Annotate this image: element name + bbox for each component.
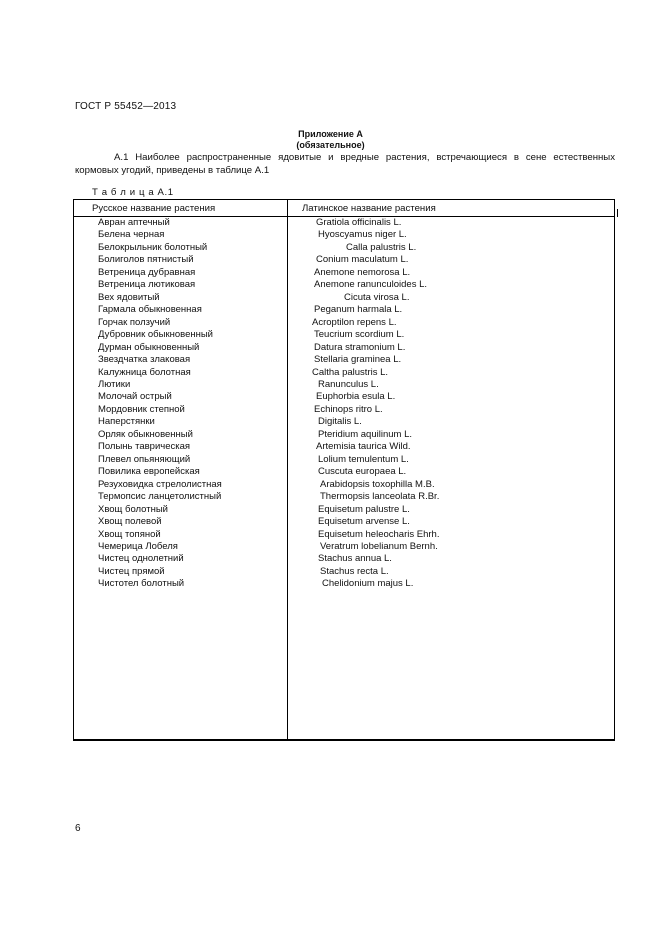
table-caption: Т а б л и ц а А.1 bbox=[92, 187, 174, 198]
table-row bbox=[74, 217, 614, 230]
table-row bbox=[74, 479, 614, 492]
table-row bbox=[74, 466, 614, 479]
table-row bbox=[74, 292, 614, 305]
cell-russian-name: Лютики bbox=[98, 378, 131, 390]
appendix-title: Приложение А bbox=[298, 129, 363, 139]
cell-russian-name: Повилика европейская bbox=[98, 466, 200, 478]
cell-russian-name: Болиголов пятнистый bbox=[98, 254, 194, 266]
cell-latin-name: Euphorbia esula L. bbox=[316, 391, 396, 403]
table-row bbox=[74, 254, 614, 267]
cell-russian-name: Дурман обыкновенный bbox=[98, 341, 200, 353]
table-row bbox=[74, 429, 614, 442]
cell-latin-name: Teucrium scordium L. bbox=[314, 329, 405, 341]
table-row bbox=[74, 354, 614, 367]
document-header: ГОСТ Р 55452—2013 bbox=[75, 101, 177, 112]
cell-latin-name: Ranunculus L. bbox=[318, 378, 379, 390]
plants-table bbox=[73, 199, 615, 741]
table-row bbox=[74, 404, 614, 417]
cell-latin-name: Stachus annua L. bbox=[318, 553, 392, 565]
cell-russian-name: Гармала обыкновенная bbox=[98, 304, 202, 316]
table-row bbox=[74, 454, 614, 467]
cell-latin-name: Veratrum lobelianum Bernh. bbox=[320, 540, 438, 552]
cell-latin-name: Artemisia taurica Wild. bbox=[316, 441, 411, 453]
cell-latin-name: Stellaria graminea L. bbox=[314, 354, 402, 366]
table-row bbox=[74, 529, 614, 542]
cell-russian-name: Чистотел болотный bbox=[98, 578, 185, 590]
table-row bbox=[74, 329, 614, 342]
table-row bbox=[74, 566, 614, 579]
cell-russian-name: Вех ядовитый bbox=[98, 291, 160, 303]
cell-russian-name: Дубровник обыкновенный bbox=[98, 329, 213, 341]
cell-latin-name: Pteridium aquilinum L. bbox=[318, 428, 412, 440]
cell-latin-name: Equisetum arvense L. bbox=[318, 516, 410, 528]
intro-paragraph: А.1 Наиболее распространенные ядовитые и вредные растения, встречающиеся в сене естественных кормовых угодий, приведены в таблице А.1 bbox=[75, 152, 615, 176]
table-row bbox=[74, 342, 614, 355]
cell-latin-name: Arabidopsis toxophilla M.B. bbox=[320, 478, 435, 490]
cell-russian-name: Горчак ползучий bbox=[98, 316, 171, 328]
column-header-latin: Латинское название растения bbox=[302, 203, 436, 214]
appendix-status: (обязательное) bbox=[296, 140, 365, 150]
cell-russian-name: Наперстянки bbox=[98, 416, 155, 428]
cell-latin-name: Equisetum palustre L. bbox=[318, 503, 410, 515]
table-row bbox=[74, 491, 614, 504]
column-header-russian: Русское название растения bbox=[92, 203, 216, 214]
cell-latin-name: Calla palustris L. bbox=[346, 241, 417, 253]
table-row bbox=[74, 578, 614, 591]
table-row bbox=[74, 267, 614, 280]
cell-latin-name: Hyoscyamus niger L. bbox=[318, 229, 407, 241]
table-row bbox=[74, 379, 614, 392]
cell-russian-name: Хвощ топяной bbox=[98, 528, 161, 540]
cell-latin-name: Echinops ritro L. bbox=[314, 403, 383, 415]
cell-latin-name: Peganum harmala L. bbox=[314, 304, 403, 316]
cell-latin-name: Chelidonium majus L. bbox=[322, 578, 414, 590]
cell-russian-name: Ветреница дубравная bbox=[98, 266, 196, 278]
table-row bbox=[74, 304, 614, 317]
table-row bbox=[74, 416, 614, 429]
cell-latin-name: Conium maculatum L. bbox=[316, 254, 409, 266]
cell-latin-name: Gratiola officinalis L. bbox=[316, 217, 402, 228]
cell-latin-name: Anemone ranunculoides L. bbox=[314, 279, 428, 291]
cell-russian-name: Авран аптечный bbox=[98, 217, 170, 228]
table-header-row bbox=[74, 200, 614, 217]
table-row bbox=[74, 516, 614, 529]
cell-russian-name: Хвощ болотный bbox=[98, 503, 168, 515]
table-row bbox=[74, 441, 614, 454]
cell-russian-name: Чистец прямой bbox=[98, 565, 165, 577]
cell-latin-name: Digitalis L. bbox=[318, 416, 362, 428]
table-row bbox=[74, 367, 614, 380]
cell-russian-name: Белена черная bbox=[98, 229, 165, 241]
table-corner-tab bbox=[613, 209, 618, 217]
cell-latin-name: Cuscuta europaea L. bbox=[318, 466, 407, 478]
table-row bbox=[74, 553, 614, 566]
cell-russian-name: Полынь таврическая bbox=[98, 441, 191, 453]
cell-russian-name: Хвощ полевой bbox=[98, 516, 162, 528]
cell-latin-name: Acroptilon repens L. bbox=[312, 316, 397, 328]
table-row bbox=[74, 279, 614, 292]
cell-russian-name: Резуховидка стрелолистная bbox=[98, 478, 222, 490]
page-number: 6 bbox=[75, 823, 81, 834]
cell-russian-name: Орляк обыкновенный bbox=[98, 428, 193, 440]
cell-latin-name: Stachus recta L. bbox=[320, 565, 389, 577]
cell-russian-name: Чемерица Лобеля bbox=[98, 540, 178, 552]
table-row bbox=[74, 242, 614, 255]
table-row bbox=[74, 391, 614, 404]
cell-russian-name: Плевел опьяняющий bbox=[98, 453, 191, 465]
cell-russian-name: Термопсис ланцетолистный bbox=[98, 491, 222, 503]
table-row bbox=[74, 317, 614, 330]
cell-latin-name: Lolium temulentum L. bbox=[318, 453, 409, 465]
cell-russian-name: Чистец однолетний bbox=[98, 553, 184, 565]
cell-russian-name: Мордовник степной bbox=[98, 403, 185, 415]
cell-latin-name: Caltha palustris L. bbox=[312, 366, 389, 378]
table-row bbox=[74, 229, 614, 242]
cell-russian-name: Ветреница лютиковая bbox=[98, 279, 196, 291]
cell-latin-name: Thermopsis lanceolata R.Br. bbox=[320, 491, 440, 503]
cell-latin-name: Cicuta virosa L. bbox=[344, 291, 410, 303]
cell-russian-name: Молочай острый bbox=[98, 391, 172, 403]
cell-latin-name: Datura stramonium L. bbox=[314, 341, 406, 353]
cell-russian-name: Белокрыльник болотный bbox=[98, 241, 208, 253]
table-row bbox=[74, 504, 614, 517]
table-row bbox=[74, 541, 614, 554]
cell-latin-name: Anemone nemorosa L. bbox=[314, 266, 411, 278]
cell-latin-name: Equisetum heleocharis Ehrh. bbox=[318, 528, 440, 540]
cell-russian-name: Калужница болотная bbox=[98, 366, 191, 378]
cell-russian-name: Звездчатка злаковая bbox=[98, 354, 191, 366]
